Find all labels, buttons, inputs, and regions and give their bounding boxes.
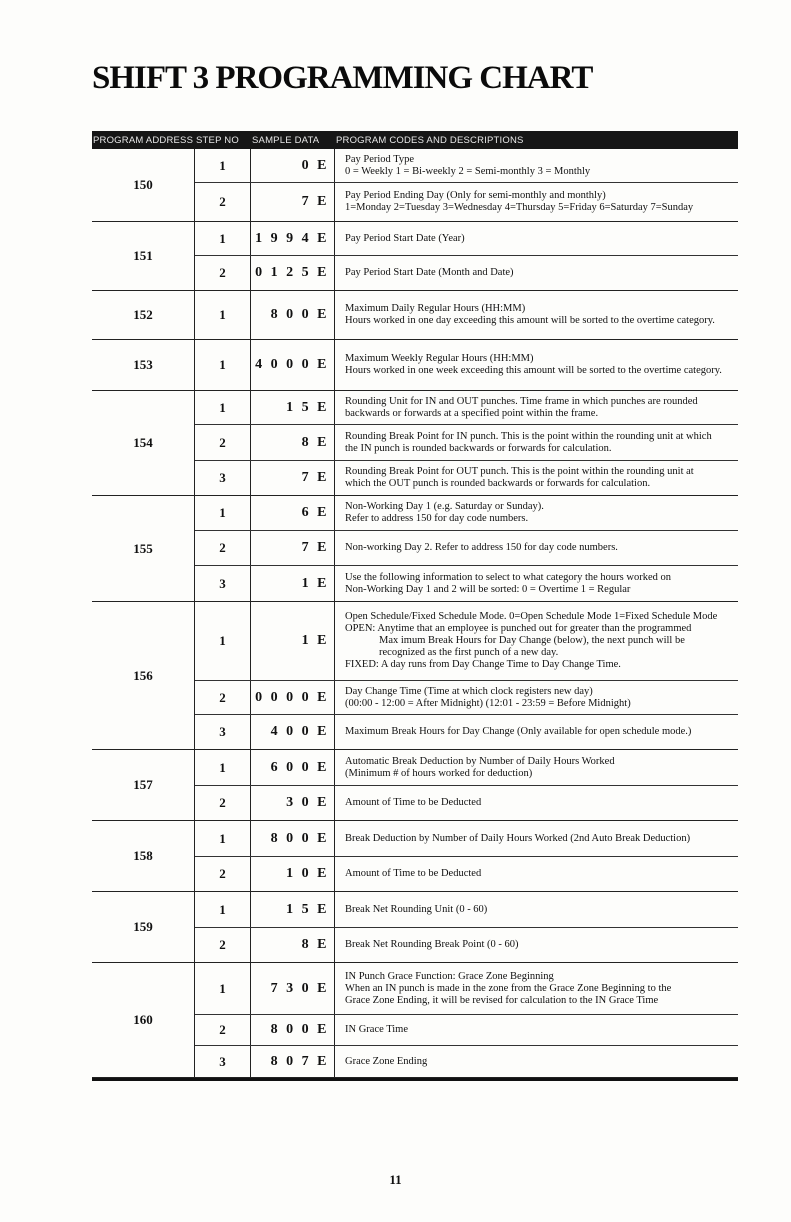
table-row [195, 149, 738, 183]
address-group [92, 496, 738, 602]
table-row [195, 461, 738, 495]
description [335, 531, 738, 565]
description-line: Use the following information to select to what category the hours worked on [345, 571, 672, 583]
description [335, 715, 738, 749]
sample-data: 0 1 2 5 E [251, 256, 335, 290]
table-row [195, 496, 738, 531]
step-number: 1 [195, 892, 251, 927]
description [335, 857, 738, 891]
step-number: 2 [195, 857, 251, 891]
table-header [92, 131, 738, 149]
step-number: 1 [195, 602, 251, 680]
sample-data: 7 E [251, 531, 335, 565]
description-line: Non-working Day 2. Refer to address 150 for day code numbers. [345, 542, 618, 553]
address-group [92, 291, 738, 340]
sample-data: 8 0 0 E [251, 1015, 335, 1045]
table-row [195, 786, 738, 820]
bottom-rule [92, 1078, 738, 1081]
sample-data: 3 0 E [251, 786, 335, 820]
description-line: Refer to address 150 for day code numbers. [345, 513, 529, 524]
header-sample-data: SAMPLE DATA [252, 134, 320, 146]
description-line: Amount of Time to be Deducted [345, 797, 482, 808]
sample-data: 1 5 E [251, 892, 335, 927]
description [335, 340, 738, 390]
description-line: Break Deduction by Number of Daily Hours Worked (2nd Auto Break Deduction) [345, 832, 691, 844]
description-line: Rounding Break Point for OUT punch. This is the point within the rounding unit at [345, 466, 694, 477]
description-line: IN Grace Time [345, 1024, 408, 1035]
description [335, 391, 738, 424]
description-line: Grace Zone Ending, it will be revised for calculation to the IN Grace Time [345, 994, 659, 1006]
description [335, 183, 738, 221]
table-row [195, 892, 738, 928]
sample-data: 8 E [251, 425, 335, 460]
sample-data: 4 0 0 0 E [251, 340, 335, 390]
program-address: 156 [92, 602, 195, 749]
sample-data: 8 0 7 E [251, 1046, 335, 1077]
table-row [195, 602, 738, 681]
step-number: 2 [195, 928, 251, 962]
page-number: 11 [389, 1172, 402, 1187]
description-line: Hours worked in one week exceeding this amount will be sorted to the overtime category. [345, 365, 722, 376]
description-line: Rounding Unit for IN and OUT punches. Time frame in which punches are rounded [345, 395, 698, 407]
description [335, 1015, 738, 1045]
description-line: which the OUT punch is rounded backwards or forwards for calculation. [345, 478, 651, 489]
table-row [195, 566, 738, 601]
table-row [195, 183, 738, 221]
description [335, 750, 738, 785]
description-line: When an IN punch is made in the zone from the Grace Zone Beginning to the [345, 982, 672, 994]
description-line: Break Net Rounding Break Point (0 - 60) [345, 939, 519, 950]
step-number: 2 [195, 425, 251, 460]
description-line: Grace Zone Ending [345, 1055, 428, 1067]
description-line: the IN punch is rounded backwards or forwards for calculation. [345, 442, 612, 454]
description-line: Open Schedule/Fixed Schedule Mode. 0=Open Schedule Mode 1=Fixed Schedule Mode [345, 611, 718, 622]
sample-data: 1 0 E [251, 857, 335, 891]
sample-data: 1 E [251, 602, 335, 680]
address-group [92, 340, 738, 391]
step-number: 2 [195, 1015, 251, 1045]
table-row [195, 821, 738, 857]
description [335, 425, 738, 460]
table-row [195, 963, 738, 1015]
address-group [92, 963, 738, 1078]
description [335, 256, 738, 290]
table-row [195, 340, 738, 390]
table-row [195, 222, 738, 256]
description-line: Non-Working Day 1 (e.g. Saturday or Sunday). [345, 501, 544, 512]
description [335, 566, 738, 601]
description [335, 928, 738, 962]
program-address: 157 [92, 750, 195, 820]
sample-data: 6 0 0 E [251, 750, 335, 785]
step-number: 1 [195, 496, 251, 530]
description-line: Rounding Break Point for IN punch. This is the point within the rounding unit at which [345, 430, 712, 442]
description [335, 602, 738, 680]
programming-chart-table [92, 131, 738, 1081]
step-number: 3 [195, 566, 251, 601]
table-row [195, 681, 738, 715]
sample-data: 6 E [251, 496, 335, 530]
description-line: (Minimum # of hours worked for deduction) [345, 767, 533, 779]
table-body [92, 149, 738, 1078]
description-line: Maximum Weekly Regular Hours (HH:MM) [345, 353, 534, 364]
sample-data: 7 E [251, 461, 335, 495]
description [335, 1046, 738, 1077]
table-row [195, 256, 738, 290]
description-line: Maximum Break Hours for Day Change (Only available for open schedule mode.) [345, 726, 692, 737]
table-row [195, 531, 738, 566]
step-number: 1 [195, 963, 251, 1014]
step-number: 1 [195, 149, 251, 182]
description [335, 222, 738, 255]
step-number: 1 [195, 291, 251, 339]
step-number: 2 [195, 786, 251, 820]
step-number: 1 [195, 821, 251, 856]
address-group [92, 892, 738, 963]
description [335, 786, 738, 820]
step-number: 2 [195, 256, 251, 290]
description-line: Non-Working Day 1 and 2 will be sorted: 0 = Overtime 1 = Regular [345, 583, 631, 595]
sample-data: 1 E [251, 566, 335, 601]
page-title: SHIFT 3 PROGRAMMING CHART [92, 60, 593, 96]
description-line: Day Change Time (Time at which clock registers new day) [345, 685, 593, 697]
description-line: Amount of Time to be Deducted [345, 868, 482, 879]
header-codes-descriptions: PROGRAM CODES AND DESCRIPTIONS [336, 134, 524, 146]
description-line: 1=Monday 2=Tuesday 3=Wednesday 4=Thursday 5=Friday 6=Saturday 7=Sunday [345, 202, 694, 213]
table-row [195, 1046, 738, 1077]
description [335, 149, 738, 182]
sample-data: 0 0 0 0 E [251, 681, 335, 714]
sample-data: 7 3 0 E [251, 963, 335, 1014]
description [335, 461, 738, 495]
address-group [92, 821, 738, 892]
step-number: 1 [195, 340, 251, 390]
description-line: Pay Period Ending Day (Only for semi-monthly and monthly) [345, 190, 606, 201]
program-address: 159 [92, 892, 195, 962]
program-address: 158 [92, 821, 195, 891]
sample-data: 8 E [251, 928, 335, 962]
address-group [92, 391, 738, 496]
table-row [195, 425, 738, 461]
description-line: 0 = Weekly 1 = Bi-weekly 2 = Semi-monthly 3 = Monthly [345, 165, 591, 177]
sample-data: 8 0 0 E [251, 291, 335, 339]
description [335, 681, 738, 714]
program-address: 151 [92, 222, 195, 290]
sample-data: 4 0 0 E [251, 715, 335, 749]
description-line: backwards or forwards at a specified point within the frame. [345, 407, 599, 419]
program-address: 153 [92, 340, 195, 390]
description-line: (00:00 - 12:00 = After Midnight) (12:01 - 23:59 = Before Midnight) [345, 697, 631, 709]
table-row [195, 750, 738, 786]
description-line: Maximum Daily Regular Hours (HH:MM) [345, 303, 526, 314]
description [335, 496, 738, 530]
step-number: 1 [195, 391, 251, 424]
description-line: Pay Period Type [345, 153, 415, 165]
table-row [195, 291, 738, 339]
step-number: 2 [195, 531, 251, 565]
step-number: 3 [195, 1046, 251, 1077]
table-row [195, 857, 738, 891]
step-number: 1 [195, 750, 251, 785]
table-row [195, 1015, 738, 1046]
step-number: 2 [195, 681, 251, 714]
sample-data: 1 5 E [251, 391, 335, 424]
program-address: 154 [92, 391, 195, 495]
sample-data: 0 E [251, 149, 335, 182]
step-number: 1 [195, 222, 251, 255]
program-address: 160 [92, 963, 195, 1077]
description-line: recognized as the first punch of a new day. [379, 647, 559, 658]
table-row [195, 928, 738, 962]
header-step-no: STEP NO [196, 134, 239, 146]
sample-data: 8 0 0 E [251, 821, 335, 856]
description-line: OPEN: Anytime that an employee is punched out for greater than the programmed [345, 623, 692, 634]
table-row [195, 715, 738, 749]
description [335, 291, 738, 339]
program-address: 152 [92, 291, 195, 339]
description-line: Max imum Break Hours for Day Change (below), the next punch will be [379, 635, 685, 646]
description-line: IN Punch Grace Function: Grace Zone Beginning [345, 970, 554, 982]
address-group [92, 602, 738, 750]
address-group [92, 222, 738, 291]
step-number: 3 [195, 715, 251, 749]
description-line: Automatic Break Deduction by Number of Daily Hours Worked [345, 755, 615, 767]
description [335, 963, 738, 1014]
description-line: FIXED: A day runs from Day Change Time to Day Change Time. [345, 659, 621, 670]
program-address: 150 [92, 149, 195, 221]
step-number: 3 [195, 461, 251, 495]
description-line: Hours worked in one day exceeding this amount will be sorted to the overtime category. [345, 315, 715, 326]
address-group [92, 750, 738, 821]
description-line: Pay Period Start Date (Month and Date) [345, 267, 514, 278]
header-program-address: PROGRAM ADDRESS [93, 134, 194, 146]
description [335, 892, 738, 927]
sample-data: 1 9 9 4 E [251, 222, 335, 255]
table-row [195, 391, 738, 425]
description-line: Break Net Rounding Unit (0 - 60) [345, 903, 488, 915]
description [335, 821, 738, 856]
step-number: 2 [195, 183, 251, 221]
program-address: 155 [92, 496, 195, 601]
address-group [92, 149, 738, 222]
description-line: Pay Period Start Date (Year) [345, 232, 465, 244]
sample-data: 7 E [251, 183, 335, 221]
